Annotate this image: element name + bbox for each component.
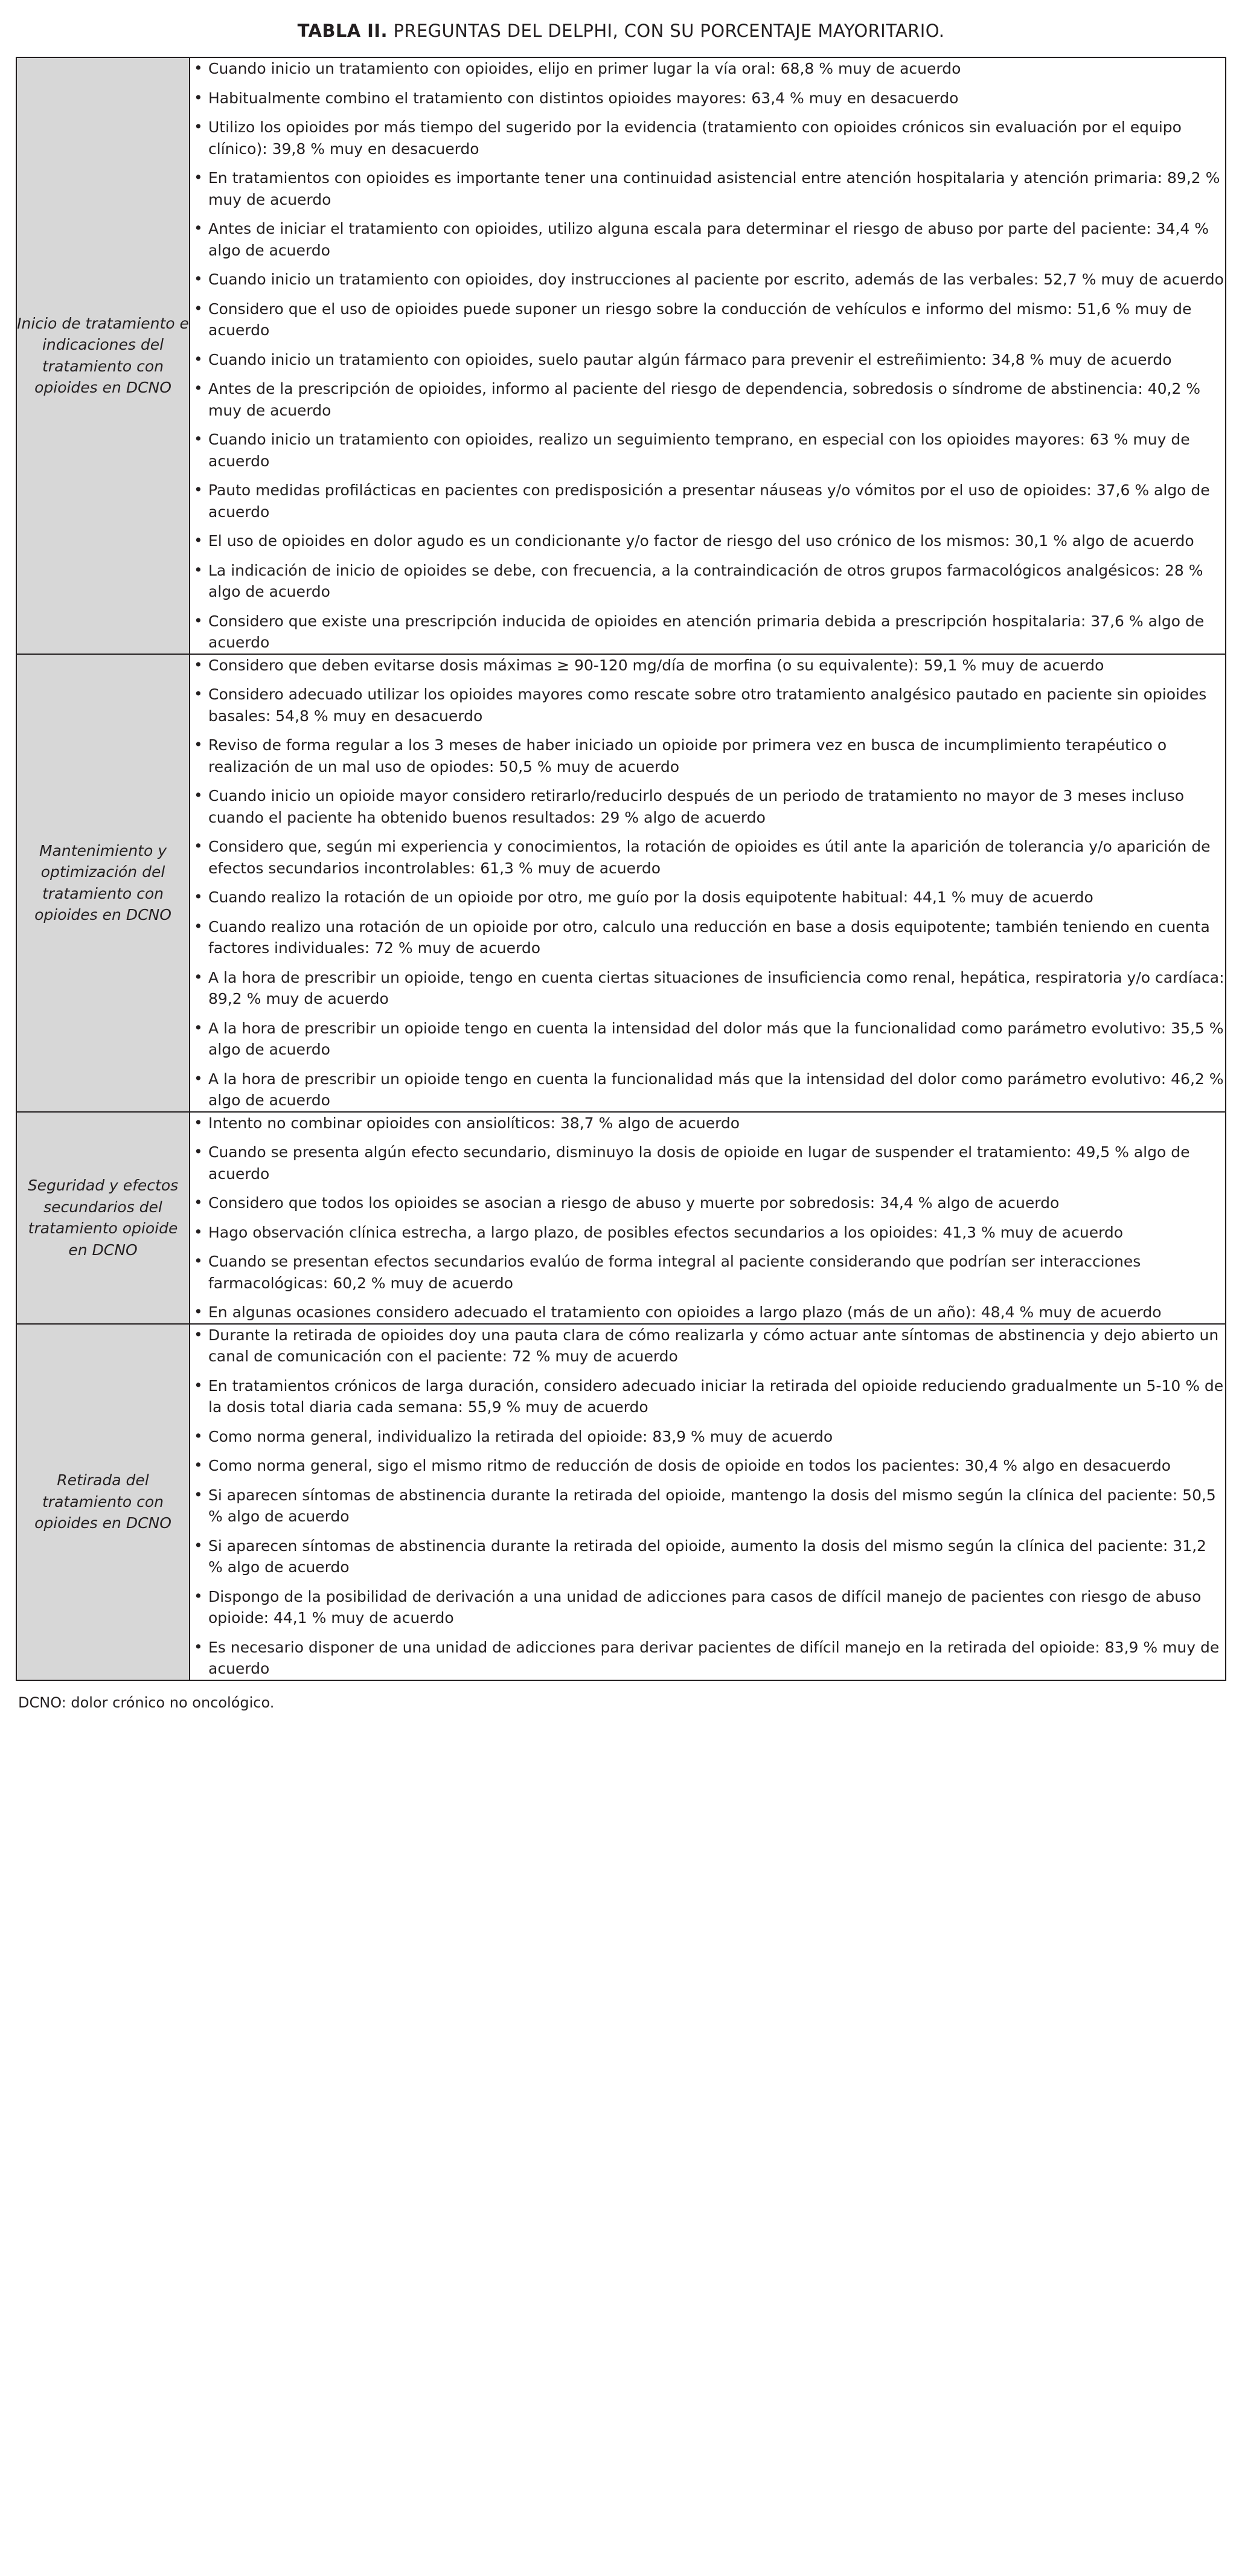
list-item: • Antes de iniciar el tratamiento con opioides, utilizo alguna escala para determinar el riesgo de abuso por parte del paciente: 34,4 % algo de acuerdo [190, 218, 1225, 261]
category-cell-inicio: Inicio de tratamiento e indicaciones del tratamiento con opioides en DCNO [16, 57, 190, 654]
list-item: • Si aparecen síntomas de abstinencia durante la retirada del opioide, mantengo la dosis del mismo según la clínica del paciente: 50,5 % algo de acuerdo [190, 1485, 1225, 1527]
list-item: • A la hora de prescribir un opioide, tengo en cuenta ciertas situaciones de insuficiencia como renal, hepática, respiratoria y/o cardíaca: 89,2 % muy de acuerdo [190, 967, 1225, 1010]
list-item: • A la hora de prescribir un opioide tengo en cuenta la intensidad del dolor más que la funcionalidad como parámetro evolutivo: 35,5 % algo de acuerdo [190, 1018, 1225, 1061]
list-item: • Considero que deben evitarse dosis máximas ≥ 90-120 mg/día de morfina (o su equivalente): 59,1 % muy de acuerdo [190, 655, 1225, 676]
list-item: • Cuando inicio un tratamiento con opioides, doy instrucciones al paciente por escrito, además de las verbales: 52,7 % muy de acuerdo [190, 269, 1225, 291]
table-row [16, 57, 1226, 654]
items-cell-retirada [190, 1324, 1226, 1680]
list-item: • Reviso de forma regular a los 3 meses de haber iniciado un opioide por primera vez en busca de incumplimiento terapéutico o realización de un mal uso de opiodes: 50,5 % muy de acuerdo [190, 734, 1225, 777]
list-item: • Cuando realizo una rotación de un opioide por otro, calculo una reducción en base a dosis equipotente; también teniendo en cuenta factores individuales: 72 % muy de acuerdo [190, 916, 1225, 959]
list-item: • Dispongo de la posibilidad de derivación a una unidad de adicciones para casos de difícil manejo de pacientes con riesgo de abuso opioide: 44,1 % muy de acuerdo [190, 1586, 1225, 1629]
list-item: • En tratamientos con opioides es importante tener una continuidad asistencial entre atención hospitalaria y atención primaria: 89,2 % muy de acuerdo [190, 167, 1225, 210]
items-cell-seguridad [190, 1112, 1226, 1324]
table-row [16, 1112, 1226, 1324]
items-cell-inicio [190, 57, 1226, 654]
table-number: TABLA II. [297, 21, 388, 41]
table-title-text: PREGUNTAS DEL DELPHI, CON SU PORCENTAJE MAYORITARIO. [393, 21, 945, 41]
item-list [190, 1113, 1225, 1323]
table-row [16, 1324, 1226, 1680]
list-item: • Como norma general, sigo el mismo ritmo de reducción de dosis de opioide en todos los pacientes: 30,4 % algo en desacuerdo [190, 1455, 1225, 1477]
list-item: • Pauto medidas profilácticas en pacientes con predisposición a presentar náuseas y/o vómitos por el uso de opioides: 37,6 % algo de acuerdo [190, 480, 1225, 522]
list-item: • Hago observación clínica estrecha, a largo plazo, de posibles efectos secundarios a los opioides: 41,3 % muy de acuerdo [190, 1222, 1225, 1244]
category-cell-mantenimiento: Mantenimiento y optimización del tratamiento con opioides en DCNO [16, 654, 190, 1112]
category-cell-seguridad: Seguridad y efectos secundarios del tratamiento opioide en DCNO [16, 1112, 190, 1324]
table-body [16, 57, 1226, 1680]
list-item: • Considero adecuado utilizar los opioides mayores como rescate sobre otro tratamiento analgésico pautado en paciente sin opioides basales: 54,8 % muy en desacuerdo [190, 684, 1225, 727]
list-item: • Cuando inicio un tratamiento con opioides, elijo en primer lugar la vía oral: 68,8 % muy de acuerdo [190, 58, 1225, 80]
list-item: • La indicación de inicio de opioides se debe, con frecuencia, a la contraindicación de otros grupos farmacológicos analgésicos: 28 % algo de acuerdo [190, 560, 1225, 603]
list-item: • Cuando inicio un opioide mayor considero retirarlo/reducirlo después de un periodo de tratamiento no mayor de 3 meses incluso cuando el paciente ha obtenido buenos resultados: 29 % algo de acuerdo [190, 785, 1225, 828]
list-item: • Considero que, según mi experiencia y conocimientos, la rotación de opioides es útil ante la aparición de tolerancia y/o aparición de efectos secundarios incontrolables: 61,3 % muy de acuerdo [190, 836, 1225, 879]
list-item: • Cuando realizo la rotación de un opioide por otro, me guío por la dosis equipotente habitual: 44,1 % muy de acuerdo [190, 887, 1225, 908]
list-item: • Es necesario disponer de una unidad de adicciones para derivar pacientes de difícil manejo en la retirada del opioide: 83,9 % muy de acuerdo [190, 1637, 1225, 1680]
table-footnote: DCNO: dolor crónico no oncológico. [18, 1694, 275, 1711]
list-item: • El uso de opioides en dolor agudo es un condicionante y/o factor de riesgo del uso crónico de los mismos: 30,1 % algo de acuerdo [190, 530, 1225, 552]
list-item: • Utilizo los opioides por más tiempo del sugerido por la evidencia (tratamiento con opioides crónicos sin evaluación por el equipo clínico): 39,8 % muy en desacuerdo [190, 117, 1225, 159]
list-item: • Como norma general, individualizo la retirada del opioide: 83,9 % muy de acuerdo [190, 1426, 1225, 1448]
list-item: • Cuando se presenta algún efecto secundario, disminuyo la dosis de opioide en lugar de suspender el tratamiento: 49,5 % algo de acuerdo [190, 1142, 1225, 1184]
category-cell-retirada: Retirada del tratamiento con opioides en DCNO [16, 1324, 190, 1680]
list-item: • A la hora de prescribir un opioide tengo en cuenta la funcionalidad más que la intensidad del dolor como parámetro evolutivo: 46,2 % algo de acuerdo [190, 1068, 1225, 1111]
list-item: • Antes de la prescripción de opioides, informo al paciente del riesgo de dependencia, sobredosis o síndrome de abstinencia: 40,2 % muy de acuerdo [190, 378, 1225, 421]
list-item: • Considero que el uso de opioides puede suponer un riesgo sobre la conducción de vehículos e informo del mismo: 51,6 % muy de acuerdo [190, 298, 1225, 341]
table-row [16, 654, 1226, 1112]
item-list [190, 58, 1225, 654]
delphi-questions-table [16, 57, 1226, 1681]
list-item: • Habitualmente combino el tratamiento con distintos opioides mayores: 63,4 % muy en desacuerdo [190, 88, 1225, 109]
list-item: • Cuando inicio un tratamiento con opioides, suelo pautar algún fármaco para prevenir el estreñimiento: 34,8 % muy de acuerdo [190, 349, 1225, 371]
list-item: • Durante la retirada de opioides doy una pauta clara de cómo realizarla y cómo actuar ante síntomas de abstinencia y dejo abierto un canal de comunicación con el paciente: 72 % muy de acuerdo [190, 1325, 1225, 1367]
items-cell-mantenimiento [190, 654, 1226, 1112]
item-list [190, 1325, 1225, 1680]
list-item: • Si aparecen síntomas de abstinencia durante la retirada del opioide, aumento la dosis del mismo según la clínica del paciente: 31,2 % algo de acuerdo [190, 1535, 1225, 1578]
list-item: • Considero que todos los opioides se asocian a riesgo de abuso y muerte por sobredosis: 34,4 % algo de acuerdo [190, 1192, 1225, 1214]
item-list [190, 655, 1225, 1111]
list-item: • En algunas ocasiones considero adecuado el tratamiento con opioides a largo plazo (más de un año): 48,4 % muy de acuerdo [190, 1302, 1225, 1323]
list-item: • Considero que existe una prescripción inducida de opioides en atención primaria debida a prescripción hospitalaria: 37,6 % algo de acuerdo [190, 611, 1225, 654]
list-item: • Cuando se presentan efectos secundarios evalúo de forma integral al paciente considerando que podrían ser interacciones farmacológicas: 60,2 % muy de acuerdo [190, 1251, 1225, 1294]
list-item: • Cuando inicio un tratamiento con opioides, realizo un seguimiento temprano, en especial con los opioides mayores: 63 % muy de acuerdo [190, 429, 1225, 472]
list-item: • Intento no combinar opioides con ansiolíticos: 38,7 % algo de acuerdo [190, 1113, 1225, 1134]
table-title [0, 0, 1242, 57]
list-item: • En tratamientos crónicos de larga duración, considero adecuado iniciar la retirada del opioide reduciendo gradualmente un 5-10 % de la dosis total diaria cada semana: 55,9 % muy de acuerdo [190, 1375, 1225, 1418]
